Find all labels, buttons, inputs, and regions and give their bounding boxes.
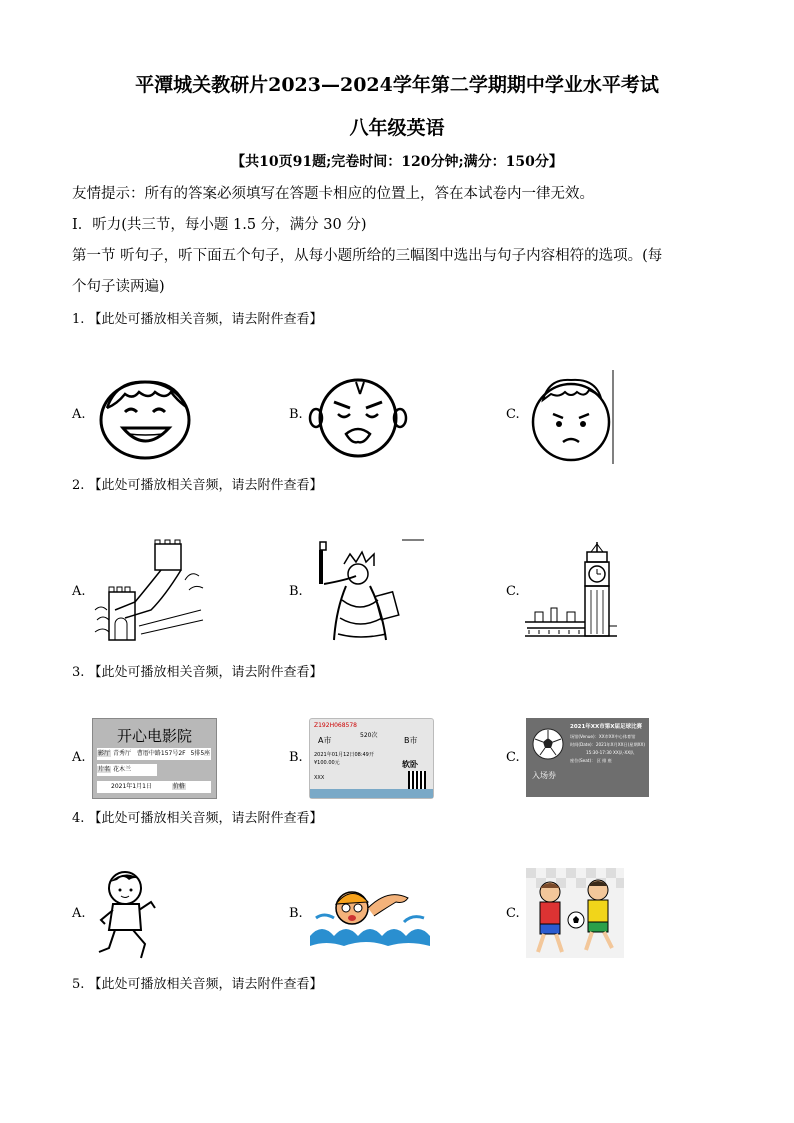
- train-number: 520次: [360, 732, 378, 739]
- train-ticket-image: [309, 718, 434, 799]
- cinema-seat: 5排5座: [190, 750, 211, 757]
- football-ticket-time: 15:30-17:30 XX队-XX队: [586, 750, 635, 755]
- cinema-price-label: 价格: [172, 783, 185, 790]
- train-passenger: XXX: [314, 775, 325, 781]
- question-2-label: 2. 【此处可播放相关音频，请去附件查看】: [72, 478, 323, 493]
- cinema-ticket-row1: [97, 748, 211, 760]
- swimmer-image: [308, 878, 432, 950]
- football-ticket-venue: 场馆(Venue)：XX市XX中心体育馆: [570, 734, 636, 739]
- q2-option-c-label: C.: [506, 584, 520, 599]
- q4-option-c-label: C.: [506, 906, 520, 921]
- q4-option-b-label: B.: [289, 906, 303, 921]
- question-4-label: 4. 【此处可播放相关音频，请去附件查看】: [72, 811, 323, 826]
- statue-of-liberty-image: [316, 540, 424, 642]
- section-heading: Ⅰ．听力(共三节，每小题 1.5 分，满分 30 分): [72, 217, 367, 233]
- cinema-movie-value: 花木兰: [112, 766, 131, 773]
- football-ticket-image: [526, 718, 649, 797]
- part1-instruction-line1: 第一节 听句子，听下面五个句子，从每小题所给的三幅图中选出与句子内容相符的选项。(每: [72, 248, 663, 264]
- train-seat-type: 软卧: [402, 760, 418, 769]
- soccer-ball-icon: [532, 728, 564, 760]
- cinema-ticket-title: 开心电影院: [116, 727, 192, 745]
- running-boy-image: [95, 868, 161, 962]
- notice: 友情提示：所有的答案必须填写在答题卡相应的位置上，答在本试卷内一律无效。: [72, 186, 594, 202]
- train-from: A市: [318, 736, 332, 745]
- q2-option-a-label: A.: [72, 584, 86, 599]
- exam-title: 平潭城关教研片2023—2024学年第二学期期中学业水平考试: [135, 74, 659, 96]
- q3-option-b-label: B.: [289, 750, 303, 765]
- cinema-hall-value: 青秀厅: [112, 750, 131, 757]
- cinema-ticket-image: [92, 718, 217, 799]
- cinema-ticket-row3: [97, 781, 211, 793]
- question-1-label: 1. 【此处可播放相关音频，请去附件查看】: [72, 312, 323, 327]
- football-ticket-date: 时间(Date)：2021年X月XX日(星期XX): [570, 742, 646, 747]
- cinema-movie-label: 片名: [98, 766, 111, 773]
- q1-option-a-label: A.: [72, 407, 86, 422]
- cinema-date: 2021年1月1日: [111, 783, 152, 790]
- train-ticket-footer: [310, 789, 433, 798]
- q2-option-b-label: B.: [289, 584, 303, 599]
- football-ticket-title: 2021年XX市第X届足球比赛: [570, 724, 643, 730]
- part1-instruction-line2: 个句子读两遍): [72, 279, 165, 295]
- q3-option-c-label: C.: [506, 750, 520, 765]
- train-date: 2021年01月12日08:49开: [314, 752, 374, 758]
- q1-option-c-label: C.: [506, 407, 520, 422]
- cinema-ticket-row2: [97, 764, 157, 776]
- question-5-label: 5. 【此处可播放相关音频，请去附件查看】: [72, 977, 323, 992]
- crying-face-image: [308, 372, 408, 460]
- q3-option-a-label: A.: [72, 750, 86, 765]
- big-ben-image: [525, 540, 617, 638]
- cinema-address: 曹厝中路157号2F: [136, 750, 186, 757]
- football-ticket-seat: 座位(Seat)： 区 排 座: [570, 758, 612, 763]
- train-to: B市: [404, 736, 418, 745]
- train-ticket-number: Z192H068578: [314, 722, 357, 729]
- soccer-players-image: [526, 868, 624, 958]
- cinema-hall-label: 影厅: [98, 750, 111, 757]
- exam-info: 【共10页91题;完卷时间：120分钟;满分：150分】: [231, 154, 563, 170]
- q4-option-a-label: A.: [72, 906, 86, 921]
- great-wall-image: [95, 540, 205, 642]
- exam-subtitle: 八年级英语: [349, 117, 445, 139]
- happy-face-image: [95, 370, 195, 462]
- q1-option-b-label: B.: [289, 407, 303, 422]
- question-3-label: 3. 【此处可播放相关音频，请去附件查看】: [72, 665, 323, 680]
- qr-code-icon: [408, 771, 426, 789]
- football-ticket-label: 入场券: [532, 771, 556, 780]
- train-price: ¥100.00元: [314, 760, 340, 766]
- worried-face-image: [525, 370, 617, 464]
